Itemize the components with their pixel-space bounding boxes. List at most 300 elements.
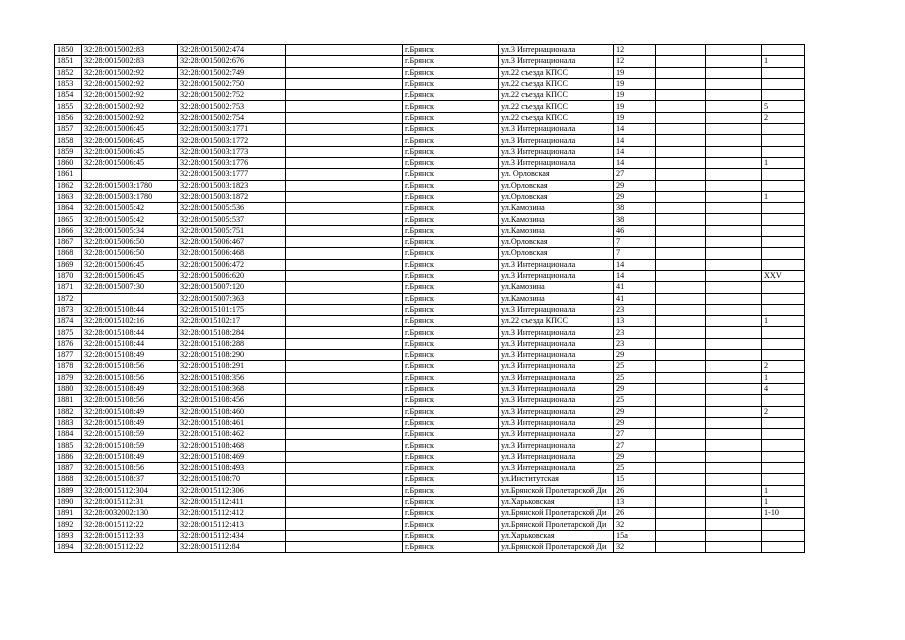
cell-letter — [706, 462, 762, 473]
cell-building — [656, 440, 706, 451]
registry-table — [54, 44, 805, 553]
table-row — [55, 350, 805, 361]
cell-city: г.Брянск — [403, 508, 499, 519]
cell-apartment: 2 — [762, 406, 805, 417]
cell-apartment: XXV — [762, 270, 805, 281]
cell-parent-cadastral-number: 32:28:0015005:34 — [82, 225, 178, 236]
cell-row-number: 1894 — [55, 542, 82, 553]
cell-building — [656, 395, 706, 406]
cell-parent-cadastral-number: 32:28:0015005:42 — [82, 214, 178, 225]
cell-letter — [706, 191, 762, 202]
cell-row-number: 1878 — [55, 361, 82, 372]
cell-house-number: 41 — [614, 282, 656, 293]
cell-building — [656, 530, 706, 541]
cell-city: г.Брянск — [403, 417, 499, 428]
table-row — [55, 112, 805, 123]
cell-row-number: 1887 — [55, 462, 82, 473]
cell-apartment: 1 — [762, 191, 805, 202]
cell-empty-column — [286, 372, 403, 383]
cell-building — [656, 214, 706, 225]
cell-parent-cadastral-number: 32:28:0015006:45 — [82, 146, 178, 157]
cell-cadastral-number: 32:28:0015006:620 — [178, 270, 286, 281]
cell-house-number: 29 — [614, 350, 656, 361]
cell-letter — [706, 270, 762, 281]
cell-empty-column — [286, 90, 403, 101]
cell-empty-column — [286, 304, 403, 315]
cell-letter — [706, 169, 762, 180]
cell-cadastral-number: 32:28:0015112:412 — [178, 508, 286, 519]
cell-row-number: 1888 — [55, 474, 82, 485]
cell-street: ул.3 Интернационала — [499, 361, 614, 372]
cell-building — [656, 146, 706, 157]
cell-letter — [706, 406, 762, 417]
cell-empty-column — [286, 270, 403, 281]
cell-parent-cadastral-number: 32:28:0015108:49 — [82, 383, 178, 394]
cell-apartment — [762, 78, 805, 89]
cell-city: г.Брянск — [403, 304, 499, 315]
cell-cadastral-number: 32:28:0015108:456 — [178, 395, 286, 406]
cell-house-number: 32 — [614, 519, 656, 530]
cell-cadastral-number: 32:28:0015108:493 — [178, 462, 286, 473]
cell-cadastral-number: 32:28:0015108:70 — [178, 474, 286, 485]
cell-house-number: 23 — [614, 304, 656, 315]
cell-cadastral-number: 32:28:0015108:356 — [178, 372, 286, 383]
cell-parent-cadastral-number: 32:28:0032002:130 — [82, 508, 178, 519]
cell-house-number: 27 — [614, 169, 656, 180]
cell-empty-column — [286, 485, 403, 496]
cell-house-number: 14 — [614, 157, 656, 168]
cell-city: г.Брянск — [403, 485, 499, 496]
cell-city: г.Брянск — [403, 451, 499, 462]
cell-apartment: 1 — [762, 485, 805, 496]
table-row — [55, 361, 805, 372]
cell-row-number: 1893 — [55, 530, 82, 541]
cell-row-number: 1873 — [55, 304, 82, 315]
cell-building — [656, 304, 706, 315]
cell-city: г.Брянск — [403, 462, 499, 473]
cell-house-number: 41 — [614, 293, 656, 304]
cell-building — [656, 259, 706, 270]
cell-parent-cadastral-number: 32:28:0015112:304 — [82, 485, 178, 496]
cell-street: ул.Брянской Пролетарской Ди — [499, 519, 614, 530]
cell-street: ул.Институтская — [499, 474, 614, 485]
cell-cadastral-number: 32:28:0015002:676 — [178, 56, 286, 67]
cell-building — [656, 203, 706, 214]
cell-parent-cadastral-number: 32:28:0015003:1780 — [82, 180, 178, 191]
cell-parent-cadastral-number: 32:28:0015108:44 — [82, 327, 178, 338]
cell-house-number: 25 — [614, 462, 656, 473]
table-row — [55, 462, 805, 473]
cell-row-number: 1874 — [55, 316, 82, 327]
cell-row-number: 1883 — [55, 417, 82, 428]
cell-cadastral-number: 32:28:0015003:1773 — [178, 146, 286, 157]
cell-house-number: 14 — [614, 259, 656, 270]
table-row — [55, 214, 805, 225]
cell-street: ул.3 Интернационала — [499, 406, 614, 417]
cell-street: ул.3 Интернационала — [499, 383, 614, 394]
cell-building — [656, 67, 706, 78]
table-row — [55, 542, 805, 553]
cell-street: ул.Орловская — [499, 191, 614, 202]
cell-house-number: 15 — [614, 474, 656, 485]
cell-building — [656, 429, 706, 440]
cell-building — [656, 508, 706, 519]
table-row — [55, 237, 805, 248]
cell-apartment: 4 — [762, 383, 805, 394]
cell-apartment — [762, 519, 805, 530]
cell-house-number: 13 — [614, 316, 656, 327]
cell-parent-cadastral-number — [82, 169, 178, 180]
cell-apartment — [762, 451, 805, 462]
cell-building — [656, 169, 706, 180]
cell-apartment — [762, 169, 805, 180]
table-row — [55, 45, 805, 56]
cell-street: ул.3 Интернационала — [499, 259, 614, 270]
cell-parent-cadastral-number: 32:28:0015006:45 — [82, 259, 178, 270]
cell-row-number: 1891 — [55, 508, 82, 519]
cell-building — [656, 542, 706, 553]
cell-letter — [706, 124, 762, 135]
cell-street: ул.3 Интернационала — [499, 124, 614, 135]
table-row — [55, 327, 805, 338]
cell-building — [656, 78, 706, 89]
cell-letter — [706, 90, 762, 101]
cell-letter — [706, 225, 762, 236]
cell-building — [656, 293, 706, 304]
cell-city: г.Брянск — [403, 146, 499, 157]
cell-empty-column — [286, 519, 403, 530]
cell-row-number: 1858 — [55, 135, 82, 146]
cell-empty-column — [286, 124, 403, 135]
cell-house-number: 29 — [614, 383, 656, 394]
cell-street: ул.Харьковская — [499, 496, 614, 507]
cell-parent-cadastral-number: 32:28:0015002:92 — [82, 101, 178, 112]
cell-cadastral-number: 32:28:0015006:472 — [178, 259, 286, 270]
cell-letter — [706, 101, 762, 112]
cell-street: ул.3 Интернационала — [499, 146, 614, 157]
cell-letter — [706, 429, 762, 440]
table-row — [55, 406, 805, 417]
cell-empty-column — [286, 417, 403, 428]
cell-building — [656, 225, 706, 236]
cell-city: г.Брянск — [403, 203, 499, 214]
cell-empty-column — [286, 530, 403, 541]
cell-house-number: 23 — [614, 338, 656, 349]
cell-house-number: 19 — [614, 78, 656, 89]
table-row — [55, 259, 805, 270]
cell-parent-cadastral-number — [82, 293, 178, 304]
cell-parent-cadastral-number: 32:28:0015002:92 — [82, 78, 178, 89]
cell-cadastral-number: 32:28:0015005:751 — [178, 225, 286, 236]
cell-street: ул.3 Интернационала — [499, 462, 614, 473]
cell-empty-column — [286, 112, 403, 123]
cell-street: ул.Брянской Пролетарской Ди — [499, 508, 614, 519]
cell-cadastral-number: 32:28:0015108:469 — [178, 451, 286, 462]
cell-city: г.Брянск — [403, 282, 499, 293]
cell-empty-column — [286, 429, 403, 440]
cell-apartment — [762, 259, 805, 270]
cell-row-number: 1882 — [55, 406, 82, 417]
cell-house-number: 32 — [614, 542, 656, 553]
cell-apartment — [762, 530, 805, 541]
cell-empty-column — [286, 542, 403, 553]
cell-letter — [706, 78, 762, 89]
cell-apartment — [762, 338, 805, 349]
cell-city: г.Брянск — [403, 327, 499, 338]
table-row — [55, 67, 805, 78]
cell-apartment: 5 — [762, 101, 805, 112]
cell-street: ул.Брянской Пролетарской Ди — [499, 485, 614, 496]
cell-parent-cadastral-number: 32:28:0015108:56 — [82, 462, 178, 473]
cell-apartment — [762, 90, 805, 101]
cell-city: г.Брянск — [403, 350, 499, 361]
cell-city: г.Брянск — [403, 542, 499, 553]
cell-apartment — [762, 440, 805, 451]
cell-house-number: 14 — [614, 146, 656, 157]
cell-apartment: 1 — [762, 372, 805, 383]
cell-apartment — [762, 45, 805, 56]
cell-street: ул.22 съезда КПСС — [499, 316, 614, 327]
cell-house-number: 23 — [614, 327, 656, 338]
cell-row-number: 1877 — [55, 350, 82, 361]
cell-city: г.Брянск — [403, 372, 499, 383]
cell-city: г.Брянск — [403, 383, 499, 394]
cell-parent-cadastral-number: 32:28:0015108:49 — [82, 406, 178, 417]
cell-row-number: 1881 — [55, 395, 82, 406]
cell-cadastral-number: 32:28:0015003:1872 — [178, 191, 286, 202]
table-row — [55, 90, 805, 101]
cell-street: ул.3 Интернационала — [499, 45, 614, 56]
cell-empty-column — [286, 508, 403, 519]
cell-parent-cadastral-number: 32:28:0015003:1780 — [82, 191, 178, 202]
cell-parent-cadastral-number: 32:28:0015108:44 — [82, 304, 178, 315]
table-row — [55, 169, 805, 180]
table-row — [55, 248, 805, 259]
cell-apartment — [762, 395, 805, 406]
cell-apartment — [762, 225, 805, 236]
cell-row-number: 1867 — [55, 237, 82, 248]
cell-house-number: 29 — [614, 451, 656, 462]
cell-street: ул.Камозина — [499, 214, 614, 225]
table-row — [55, 440, 805, 451]
cell-row-number: 1862 — [55, 180, 82, 191]
cell-city: г.Брянск — [403, 67, 499, 78]
cell-house-number: 29 — [614, 180, 656, 191]
cell-apartment: 1 — [762, 316, 805, 327]
cell-street: ул.3 Интернационала — [499, 135, 614, 146]
cell-cadastral-number: 32:28:0015112:411 — [178, 496, 286, 507]
cell-cadastral-number: 32:28:0015108:291 — [178, 361, 286, 372]
cell-row-number: 1860 — [55, 157, 82, 168]
table-row — [55, 56, 805, 67]
cell-apartment — [762, 350, 805, 361]
cell-house-number: 19 — [614, 112, 656, 123]
cell-cadastral-number: 32:28:0015002:752 — [178, 90, 286, 101]
cell-city: г.Брянск — [403, 124, 499, 135]
cell-city: г.Брянск — [403, 496, 499, 507]
cell-letter — [706, 56, 762, 67]
cell-parent-cadastral-number: 32:28:0015006:45 — [82, 157, 178, 168]
cell-city: г.Брянск — [403, 45, 499, 56]
cell-building — [656, 372, 706, 383]
table-row — [55, 519, 805, 530]
cell-building — [656, 101, 706, 112]
cell-letter — [706, 485, 762, 496]
cell-street: ул.Камозина — [499, 293, 614, 304]
cell-empty-column — [286, 191, 403, 202]
cell-house-number: 27 — [614, 429, 656, 440]
cell-row-number: 1850 — [55, 45, 82, 56]
cell-cadastral-number: 32:28:0015002:474 — [178, 45, 286, 56]
cell-cadastral-number: 32:28:0015003:1771 — [178, 124, 286, 135]
cell-row-number: 1884 — [55, 429, 82, 440]
cell-street: ул.3 Интернационала — [499, 440, 614, 451]
cell-parent-cadastral-number: 32:28:0015112:31 — [82, 496, 178, 507]
cell-row-number: 1889 — [55, 485, 82, 496]
cell-city: г.Брянск — [403, 237, 499, 248]
cell-empty-column — [286, 327, 403, 338]
cell-letter — [706, 451, 762, 462]
cell-empty-column — [286, 225, 403, 236]
cell-house-number: 26 — [614, 508, 656, 519]
table-row — [55, 304, 805, 315]
cell-letter — [706, 293, 762, 304]
cell-letter — [706, 214, 762, 225]
table-row — [55, 270, 805, 281]
cell-building — [656, 45, 706, 56]
cell-parent-cadastral-number: 32:28:0015108:49 — [82, 451, 178, 462]
table-row — [55, 395, 805, 406]
cell-house-number: 19 — [614, 101, 656, 112]
cell-building — [656, 474, 706, 485]
cell-empty-column — [286, 496, 403, 507]
cell-empty-column — [286, 248, 403, 259]
cell-city: г.Брянск — [403, 112, 499, 123]
cell-cadastral-number: 32:28:0015108:368 — [178, 383, 286, 394]
cell-row-number: 1880 — [55, 383, 82, 394]
cell-letter — [706, 259, 762, 270]
cell-empty-column — [286, 169, 403, 180]
table-row — [55, 78, 805, 89]
cell-letter — [706, 203, 762, 214]
cell-parent-cadastral-number: 32:28:0015108:56 — [82, 361, 178, 372]
cell-row-number: 1866 — [55, 225, 82, 236]
cell-apartment: 2 — [762, 361, 805, 372]
cell-house-number: 7 — [614, 237, 656, 248]
cell-cadastral-number: 32:28:0015002:754 — [178, 112, 286, 123]
cell-cadastral-number: 32:28:0015112:413 — [178, 519, 286, 530]
cell-city: г.Брянск — [403, 191, 499, 202]
cell-parent-cadastral-number: 32:28:0015006:50 — [82, 237, 178, 248]
cell-row-number: 1864 — [55, 203, 82, 214]
cell-street: ул.3 Интернационала — [499, 338, 614, 349]
table-row — [55, 135, 805, 146]
cell-empty-column — [286, 101, 403, 112]
cell-apartment — [762, 135, 805, 146]
cell-cadastral-number: 32:28:0015002:749 — [178, 67, 286, 78]
cell-empty-column — [286, 78, 403, 89]
cell-parent-cadastral-number: 32:28:0015108:37 — [82, 474, 178, 485]
cell-cadastral-number: 32:28:0015101:175 — [178, 304, 286, 315]
cell-cadastral-number: 32:28:0015108:290 — [178, 350, 286, 361]
cell-building — [656, 496, 706, 507]
cell-building — [656, 338, 706, 349]
cell-building — [656, 451, 706, 462]
cell-parent-cadastral-number: 32:28:0015007:30 — [82, 282, 178, 293]
cell-empty-column — [286, 383, 403, 394]
cell-parent-cadastral-number: 32:28:0015108:56 — [82, 395, 178, 406]
cell-house-number: 19 — [614, 90, 656, 101]
cell-street: ул.22 съезда КПСС — [499, 112, 614, 123]
cell-letter — [706, 237, 762, 248]
cell-empty-column — [286, 361, 403, 372]
cell-letter — [706, 135, 762, 146]
cell-cadastral-number: 32:28:0015003:1776 — [178, 157, 286, 168]
table-row — [55, 372, 805, 383]
cell-empty-column — [286, 157, 403, 168]
cell-row-number: 1872 — [55, 293, 82, 304]
cell-city: г.Брянск — [403, 90, 499, 101]
cell-empty-column — [286, 293, 403, 304]
cell-cadastral-number: 32:28:0015108:288 — [178, 338, 286, 349]
cell-parent-cadastral-number: 32:28:0015108:59 — [82, 429, 178, 440]
cell-row-number: 1859 — [55, 146, 82, 157]
cell-row-number: 1886 — [55, 451, 82, 462]
cell-house-number: 25 — [614, 395, 656, 406]
cell-cadastral-number: 32:28:0015102:17 — [178, 316, 286, 327]
table-row — [55, 417, 805, 428]
cell-letter — [706, 372, 762, 383]
cell-apartment — [762, 237, 805, 248]
cell-cadastral-number: 32:28:0015003:1823 — [178, 180, 286, 191]
cell-street: ул.Камозина — [499, 203, 614, 214]
cell-letter — [706, 383, 762, 394]
table-row — [55, 146, 805, 157]
cell-street: ул.3 Интернационала — [499, 56, 614, 67]
cell-house-number: 12 — [614, 56, 656, 67]
cell-city: г.Брянск — [403, 440, 499, 451]
table-row — [55, 451, 805, 462]
table-row — [55, 485, 805, 496]
table-row — [55, 338, 805, 349]
cell-empty-column — [286, 338, 403, 349]
cell-empty-column — [286, 237, 403, 248]
cell-city: г.Брянск — [403, 406, 499, 417]
cell-building — [656, 56, 706, 67]
cell-row-number: 1869 — [55, 259, 82, 270]
cell-street: ул.3 Интернационала — [499, 395, 614, 406]
table-row — [55, 383, 805, 394]
cell-parent-cadastral-number: 32:28:0015002:83 — [82, 45, 178, 56]
cell-house-number: 14 — [614, 124, 656, 135]
cell-building — [656, 485, 706, 496]
cell-apartment — [762, 203, 805, 214]
cell-parent-cadastral-number: 32:28:0015005:42 — [82, 203, 178, 214]
cell-street: ул.Брянской Пролетарской Ди — [499, 542, 614, 553]
table-row — [55, 191, 805, 202]
cell-apartment — [762, 214, 805, 225]
cell-city: г.Брянск — [403, 530, 499, 541]
cell-row-number: 1852 — [55, 67, 82, 78]
cell-apartment — [762, 304, 805, 315]
cell-empty-column — [286, 214, 403, 225]
cell-parent-cadastral-number: 32:28:0015108:49 — [82, 417, 178, 428]
cell-house-number: 38 — [614, 214, 656, 225]
cell-city: г.Брянск — [403, 429, 499, 440]
cell-building — [656, 180, 706, 191]
cell-letter — [706, 338, 762, 349]
cell-cadastral-number: 32:28:0015007:120 — [178, 282, 286, 293]
